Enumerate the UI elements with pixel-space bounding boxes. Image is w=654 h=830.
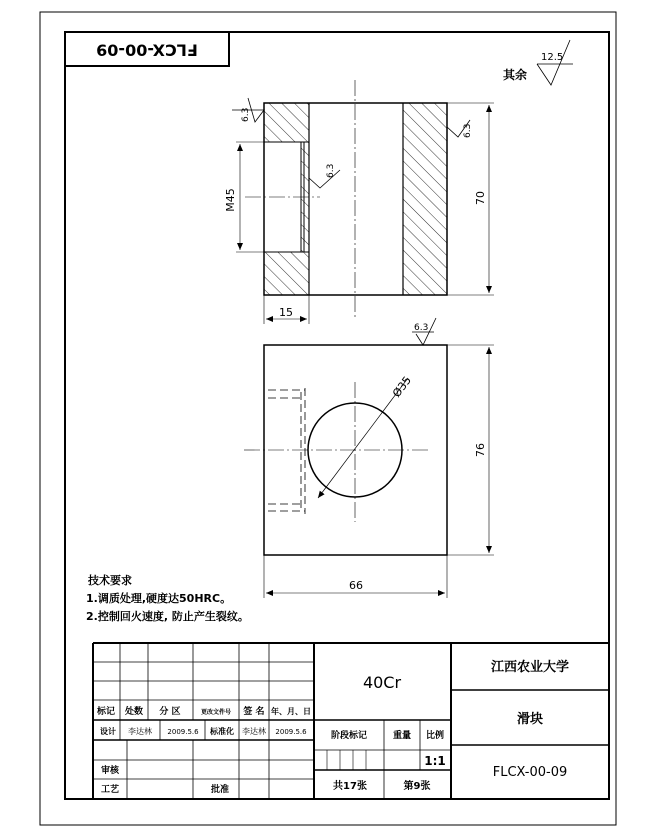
roughness-general: 12.5 [541,52,564,63]
drawing-number: FLCX-00-09 [492,765,568,780]
design-date: 2009.5.6 [167,728,199,736]
tech-item-1: 1.调质处理,硬度达50HRC。 [86,592,232,605]
plan-view [244,318,494,598]
tech-requirements [86,573,249,623]
dim-block-height: 76 [474,443,487,457]
material: 40Cr [362,673,402,692]
tech-title: 技术要求 [88,574,132,587]
sheets-total: 共17张 [333,781,367,792]
label-mark: 标记 [96,707,116,717]
standard-date: 2009.5.6 [275,728,307,736]
roughness-bore: 6.3 [326,163,336,178]
school-name: 江西农业大学 [490,660,570,675]
label-date: 年、月、日 [271,707,311,716]
label-sign: 签 名 [243,707,265,717]
label-standard: 标准化 [210,727,234,736]
dim-height: 70 [474,191,487,205]
label-review: 审核 [100,766,120,776]
inner-border [65,32,609,799]
outer-border [40,12,616,825]
dim-hole: Ø35 [390,373,415,400]
tech-item-2: 2.控制回火速度, 防止产生裂纹。 [86,610,249,623]
label-process: 工艺 [100,785,120,795]
dim-bore: M45 [224,188,237,212]
sheet-number: 第9张 [403,781,431,792]
title-block-text [96,659,569,795]
label-count: 处数 [124,707,144,717]
label-doc-no: 更改文件号 [200,709,232,716]
label-design: 设计 [100,727,116,736]
standardizer: 李达林 [242,727,266,736]
label-scale: 比例 [425,731,445,741]
other-label: 其余 [503,68,528,82]
dim-width: 66 [349,579,363,592]
label-stage-mark: 阶段标记 [330,731,368,741]
section-view [224,80,494,324]
label-zone: 分 区 [159,707,181,717]
scale-value: 1:1 [424,754,446,768]
roughness-note [503,40,573,85]
label-weight: 重量 [392,731,412,741]
roughness-top: 6.3 [414,323,429,333]
drawing-number-box [65,32,229,66]
roughness-right: 6.3 [463,123,473,138]
designer: 李达林 [128,727,152,736]
label-approve: 批准 [210,785,230,795]
drawing-number-rotated: FLCX-00-09 [96,40,198,60]
part-name: 滑块 [516,712,544,727]
dim-shoulder: 15 [279,306,293,319]
roughness-left-top: 6.3 [241,107,251,122]
